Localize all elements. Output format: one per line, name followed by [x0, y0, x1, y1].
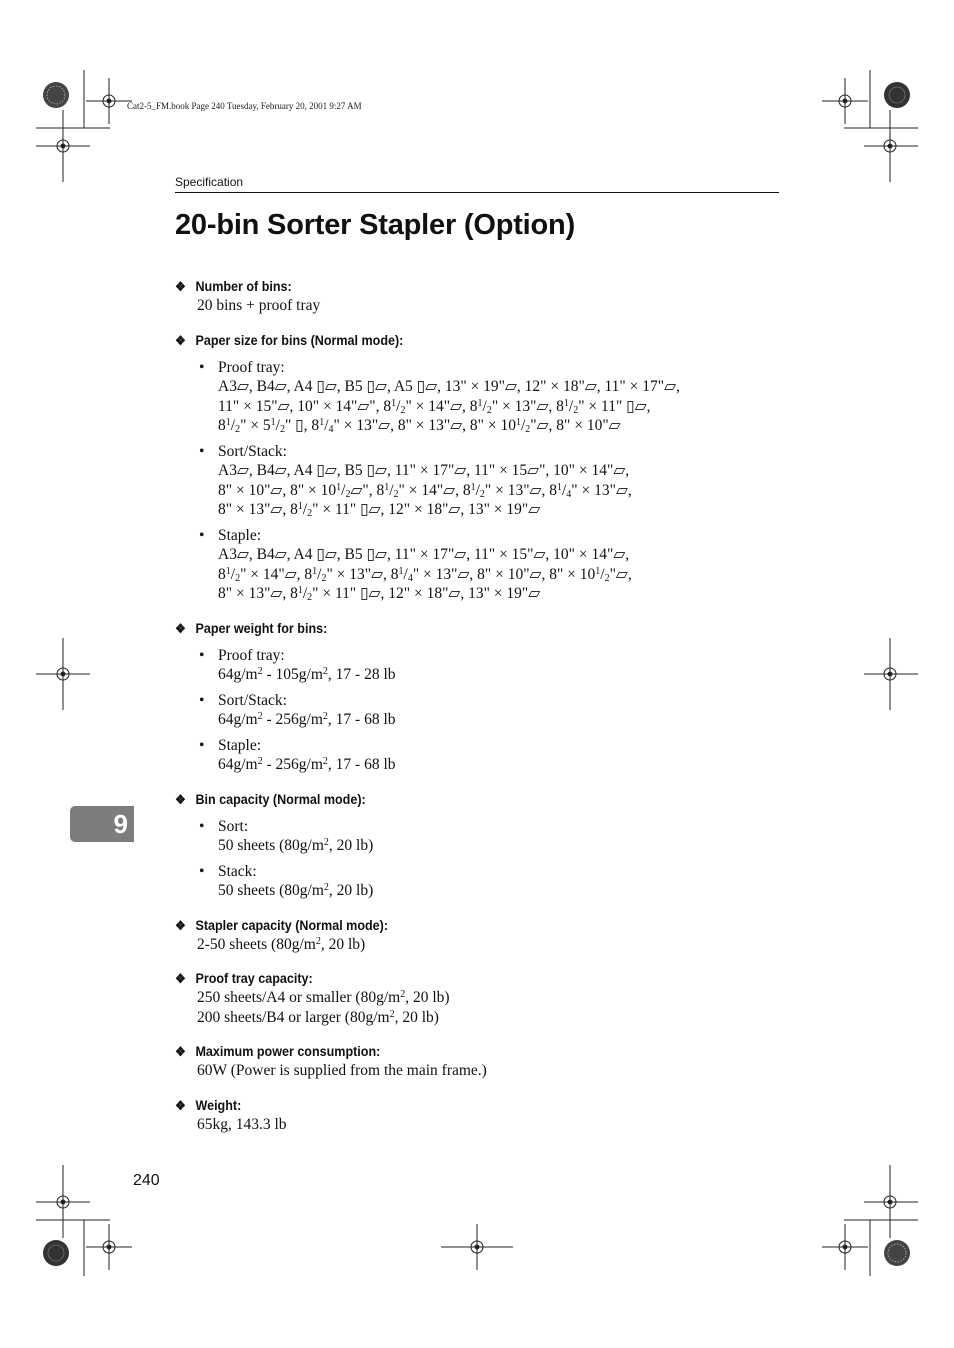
bullet-line: 8" × 10"▱, 8" × $10^1/_2▱$", $8^1/_2$" × 14"▱, $8^1/_2$" × 13"▱, $8^1/_4$" × 13"▱, [218, 481, 632, 500]
diamond-bullet-icon: ❖ [175, 1044, 186, 1059]
section-body [175, 296, 785, 316]
bullet-list [175, 646, 785, 775]
section-heading [175, 332, 742, 350]
bullet-line: A3▱, B4▱, A4 ▯▱, B5 ▯▱, A5 ▯▱, 13" × 19"▱, 12" × 18"▱, 11" × 17"▱, [218, 378, 680, 395]
body-line: 60W (Power is supplied from the main frame.) [197, 1062, 487, 1079]
bullet-line: $64g/m^2 - 256g/m^2$, 17 - 68 lb [218, 756, 396, 773]
spec-section [175, 1043, 785, 1081]
bullet-line: 8" × 13"▱, $8^1/_2$" × 11" ▯▱, 12" × 18"▱, 13" × 19"▱ [218, 585, 541, 603]
section-body [175, 1061, 785, 1081]
body-line: 200 sheets/B4 or larger ($80g/m^2$, 20 lb) [197, 1008, 439, 1026]
list-item [197, 358, 785, 436]
bullet-line: 50 sheets ($80g/m^2$, 20 lb) [218, 882, 374, 899]
bullet-label: • Sort/Stack: [218, 691, 287, 709]
section-label: Number of bins: [195, 279, 292, 294]
bullet-line: $64g/m^2 - 256g/m^2$, 17 - 68 lb [218, 711, 396, 728]
diamond-bullet-icon: ❖ [175, 1097, 186, 1113]
bullet-label: • Sort/Stack: [218, 442, 287, 460]
section-label: Maximum power consumption: [195, 1044, 381, 1059]
bullet-line: 11" × 15"▱, 10" × 14"▱", $8^1/_2$" × 14"▱, $8^1/_2$" × 13"▱, $8^1/_2$" × 11" ▯▱, [218, 397, 651, 416]
bullet-line: A3▱, B4▱, A4 ▯▱, B5 ▯▱, 11" × 17"▱, 11" × 15▱", 10" × 14"▱, [218, 462, 630, 479]
section-label: Stapler capacity (Normal mode): [195, 917, 389, 933]
page-title: 20-bin Sorter Stapler (Option) [175, 209, 576, 241]
section-label: Bin capacity (Normal mode): [195, 791, 366, 807]
section-heading [175, 1097, 742, 1115]
spec-section [175, 917, 785, 955]
chapter-tab: 9 [70, 806, 134, 842]
section-label: Weight: [195, 1097, 242, 1113]
bullet-line: 8" × 13"▱, $8^1/_2$" × 11" ▯▱, 12" × 18"▱, 13" × 19"▱ [218, 501, 541, 519]
bullet-line: $64g/m^2 - 105g/m^2$, 17 - 28 lb [218, 666, 396, 683]
bullet-label: • Proof tray: [218, 358, 285, 376]
section-heading [175, 620, 742, 638]
spec-content [175, 278, 785, 1134]
spec-section [175, 278, 785, 316]
diamond-bullet-icon: ❖ [175, 971, 186, 986]
list-item [197, 817, 785, 856]
section-heading [175, 278, 742, 296]
diamond-bullet-icon: ❖ [175, 791, 186, 807]
bullet-label: • Stack: [218, 862, 257, 880]
bullet-label: • Staple: [218, 736, 262, 754]
body-line: 20 bins + proof tray [197, 297, 321, 314]
list-item [197, 691, 785, 730]
list-item [197, 526, 785, 604]
section-label: Paper size for bins (Normal mode): [195, 332, 404, 348]
bullet-line: A3▱, B4▱, A4 ▯▱, B5 ▯▱, 11" × 17"▱, 11" × 15"▱, 10" × 14"▱, [218, 546, 630, 563]
diamond-bullet-icon: ❖ [175, 917, 186, 933]
spec-section [175, 332, 785, 604]
body-line: 65kg, 143.3 lb [197, 1115, 287, 1133]
bullet-label: • Proof tray: [218, 646, 285, 664]
bullet-label: • Staple: [218, 526, 262, 544]
bullet-label: • Sort: [218, 817, 249, 835]
diamond-bullet-icon: ❖ [175, 620, 186, 636]
spec-section [175, 620, 785, 775]
spec-section [175, 791, 785, 901]
body-line: 250 sheets/A4 or smaller ($80g/m^2$, 20 lb) [197, 989, 450, 1006]
list-item [197, 442, 785, 520]
bullet-list [175, 358, 785, 604]
diamond-bullet-icon: ❖ [175, 279, 186, 294]
bullet-list [175, 817, 785, 901]
running-head: Specification [175, 175, 244, 189]
bullet-line: $8^1/_2$" × 14"▱, $8^1/_2$" × 13"▱, $8^1/_4$" × 13"▱, 8" × 10"▱, 8" × $10^1/_2"▱$, [218, 565, 632, 584]
section-label: Paper weight for bins: [195, 620, 328, 636]
section-body [175, 935, 785, 955]
bullet-line: $8^1/_2$" × $5^1/_2$" ▯, $8^1/_4$" × 13"▱, 8" × 13"▱, 8" × $10^1/_2"▱$, 8" × 10"▱ [218, 417, 621, 435]
section-heading [175, 1043, 742, 1061]
list-item [197, 646, 785, 685]
section-body [175, 988, 785, 1027]
section-heading [175, 970, 742, 988]
print-header: Cat2-5_FM.book Page 240 Tuesday, February 20, 2001 9:27 AM [127, 101, 362, 111]
section-body [175, 1115, 785, 1135]
body-line: 2-50 sheets ($80g/m^2$, 20 lb) [197, 935, 366, 953]
list-item [197, 736, 785, 775]
section-heading [175, 917, 742, 935]
spec-section [175, 1097, 785, 1135]
section-heading [175, 791, 742, 809]
diamond-bullet-icon: ❖ [175, 332, 186, 348]
section-label: Proof tray capacity: [195, 971, 313, 986]
list-item [197, 862, 785, 901]
page-number: 240 [133, 1172, 160, 1189]
spec-section [175, 970, 785, 1027]
bullet-line: 50 sheets ($80g/m^2$, 20 lb) [218, 837, 374, 854]
header-rule [175, 192, 779, 193]
